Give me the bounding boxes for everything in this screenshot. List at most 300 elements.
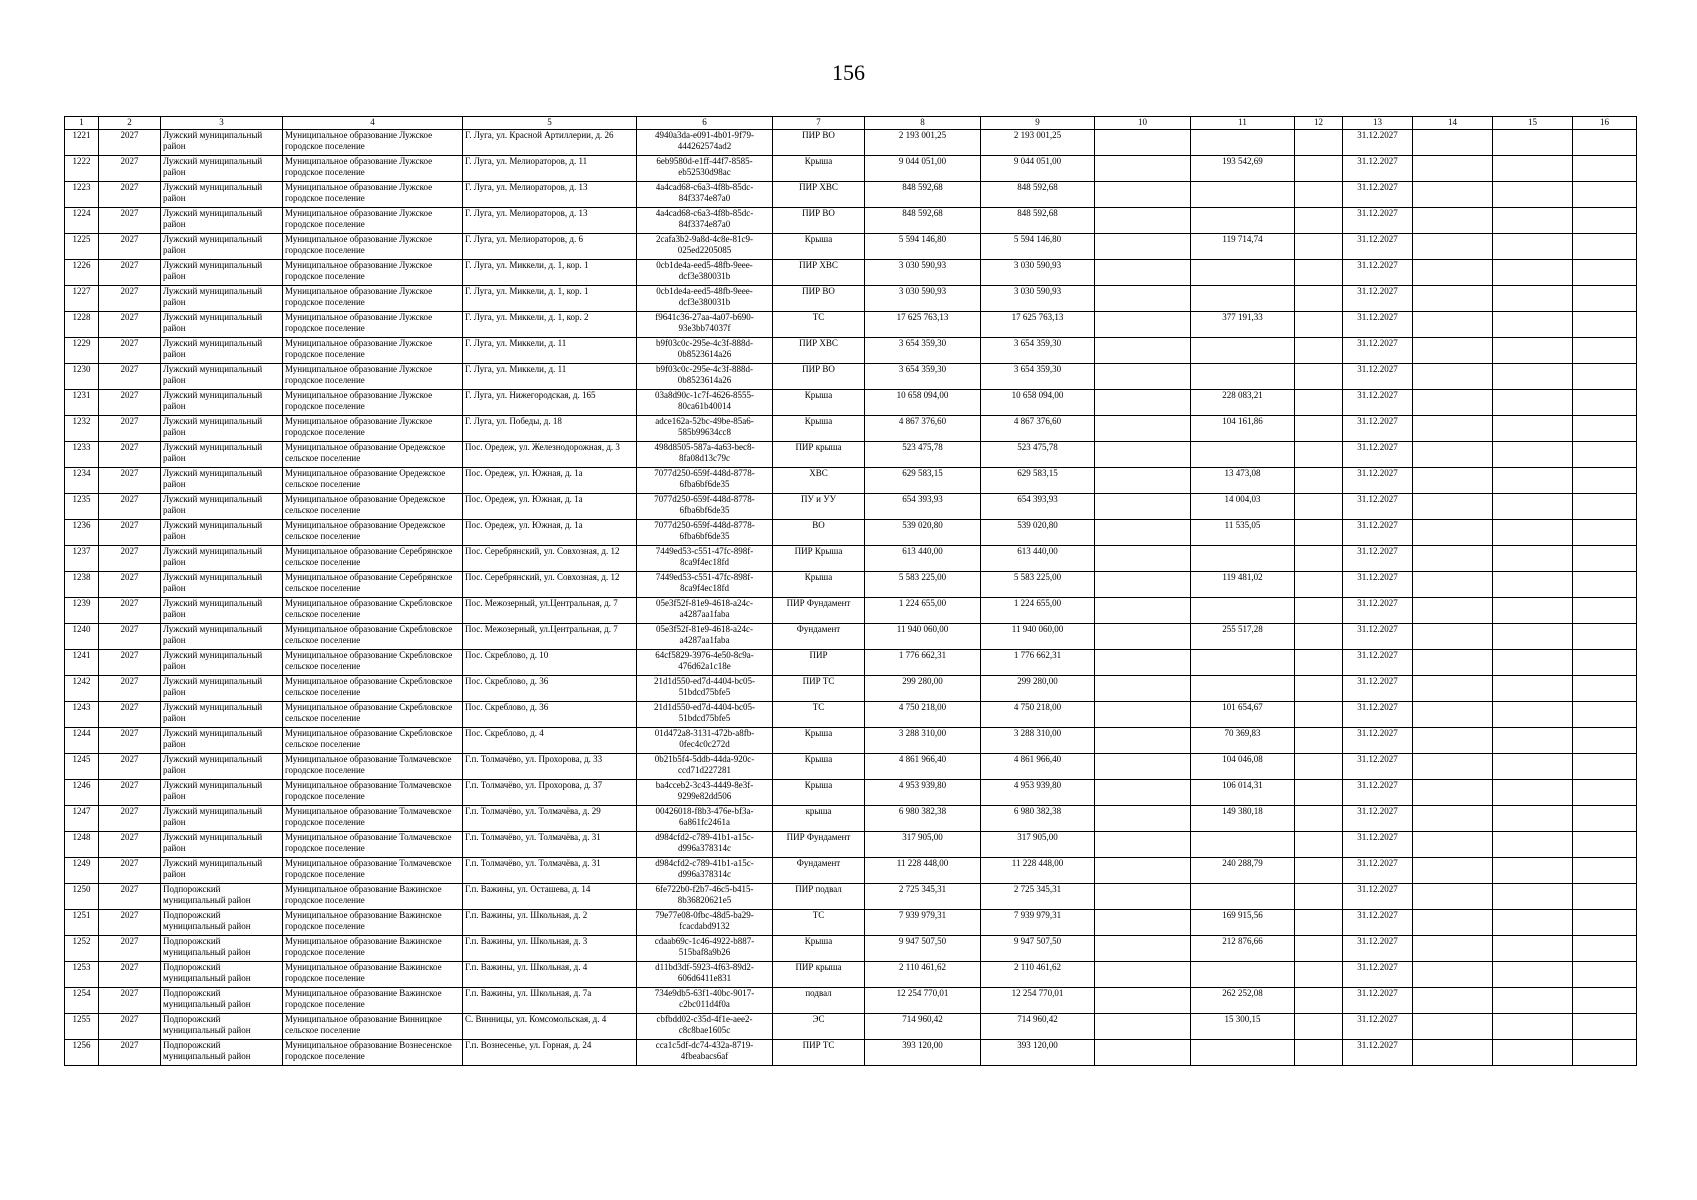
table-cell [1095, 806, 1191, 832]
table-cell: 104 046,08 [1191, 754, 1295, 780]
column-header: 12 [1295, 117, 1343, 130]
table-cell: 848 592,68 [981, 208, 1095, 234]
table-cell [1413, 208, 1493, 234]
table-cell: ТС [773, 910, 865, 936]
table-cell: 31.12.2027 [1343, 286, 1413, 312]
table-cell: 4940a3da-e091-4b01-9f79-444262574ad2 [637, 130, 773, 156]
table-cell: Лужский муниципальный район [161, 728, 283, 754]
table-cell: 4 953 939,80 [865, 780, 981, 806]
table-cell [1295, 260, 1343, 286]
table-cell: b9f03c0c-295e-4c3f-888d-0b8523614a26 [637, 338, 773, 364]
table-cell: 2027 [99, 1040, 161, 1066]
table-cell [1493, 234, 1573, 260]
table-cell: 1247 [65, 806, 99, 832]
table-cell [1095, 338, 1191, 364]
table-cell [1493, 442, 1573, 468]
table-row [65, 390, 1637, 416]
table-cell: Подпорожский муниципальный район [161, 884, 283, 910]
table-cell: 1246 [65, 780, 99, 806]
table-cell: 31.12.2027 [1343, 728, 1413, 754]
table-cell: Лужский муниципальный район [161, 676, 283, 702]
table-row [65, 546, 1637, 572]
table-cell: 9 044 051,00 [865, 156, 981, 182]
table-cell [1573, 468, 1637, 494]
table-cell: 262 252,08 [1191, 988, 1295, 1014]
table-cell: 3 654 359,30 [865, 338, 981, 364]
table-cell [1493, 208, 1573, 234]
table-cell: Муниципальное образование Серебрянское сельское поселение [283, 546, 463, 572]
table-cell: 2027 [99, 650, 161, 676]
table-cell: 2027 [99, 338, 161, 364]
table-cell: Пос. Серебрянский, ул. Совхозная, д. 12 [463, 546, 637, 572]
table-cell [1413, 182, 1493, 208]
table-cell: 1241 [65, 650, 99, 676]
table-cell: 2027 [99, 962, 161, 988]
table-cell: Фундамент [773, 624, 865, 650]
table-cell: Лужский муниципальный район [161, 468, 283, 494]
table-cell: 654 393,93 [981, 494, 1095, 520]
table-row [65, 312, 1637, 338]
table-cell [1095, 702, 1191, 728]
table-cell: 393 120,00 [865, 1040, 981, 1066]
table-cell: Муниципальное образование Важинское городское поселение [283, 910, 463, 936]
table-cell: Лужский муниципальный район [161, 416, 283, 442]
table-cell [1295, 494, 1343, 520]
table-cell: 2027 [99, 416, 161, 442]
table-cell: Г.п. Толмачёво, ул. Толмачёва, д. 31 [463, 858, 637, 884]
table-cell: 2027 [99, 364, 161, 390]
table-cell: ПИР ХВС [773, 182, 865, 208]
table-cell: cca1c5df-dc74-432a-8719-4fbeabacs6af [637, 1040, 773, 1066]
table-row [65, 364, 1637, 390]
table-cell: 2027 [99, 624, 161, 650]
table-cell: 317 905,00 [981, 832, 1095, 858]
table-cell: 7077d250-659f-448d-8778-6fba6bf6de35 [637, 468, 773, 494]
table-cell: 1244 [65, 728, 99, 754]
table-cell [1573, 130, 1637, 156]
table-cell: ПИР Фундамент [773, 598, 865, 624]
table-cell [1191, 208, 1295, 234]
table-cell: 2027 [99, 858, 161, 884]
table-cell: Лужский муниципальный район [161, 156, 283, 182]
table-cell: 7 939 979,31 [865, 910, 981, 936]
table-row [65, 988, 1637, 1014]
table-cell: 119 481,02 [1191, 572, 1295, 598]
table-cell: 5 583 225,00 [865, 572, 981, 598]
table-cell: 2027 [99, 754, 161, 780]
table-cell: 5 583 225,00 [981, 572, 1095, 598]
table-cell: Г. Луга, ул. Мелиораторов, д. 13 [463, 182, 637, 208]
table-cell: 6fe722b0-f2b7-46c5-b415-8b36820621e5 [637, 884, 773, 910]
table-cell: ЭС [773, 1014, 865, 1040]
table-cell: Муниципальное образование Толмачевское городское поселение [283, 832, 463, 858]
table-cell [1295, 156, 1343, 182]
table-cell [1095, 442, 1191, 468]
table-cell: Пос. Скреблово, д. 10 [463, 650, 637, 676]
table-cell [1191, 676, 1295, 702]
table-cell: 393 120,00 [981, 1040, 1095, 1066]
table-cell: Г. Луга, ул. Миккели, д. 11 [463, 338, 637, 364]
table-cell: Крыша [773, 754, 865, 780]
table-cell [1573, 416, 1637, 442]
table-cell [1095, 312, 1191, 338]
table-cell [1493, 260, 1573, 286]
table-cell [1295, 520, 1343, 546]
table-cell [1191, 1040, 1295, 1066]
table-row [65, 676, 1637, 702]
table-cell: 2027 [99, 1014, 161, 1040]
table-row [65, 520, 1637, 546]
table-cell [1413, 416, 1493, 442]
table-cell: 11 228 448,00 [981, 858, 1095, 884]
table-cell [1573, 390, 1637, 416]
table-cell [1493, 182, 1573, 208]
table-cell [1573, 806, 1637, 832]
table-cell: 11 228 448,00 [865, 858, 981, 884]
table-cell: Пос. Оредеж, ул. Южная, д. 1а [463, 468, 637, 494]
table-cell: Лужский муниципальный район [161, 130, 283, 156]
table-cell [1295, 468, 1343, 494]
table-cell [1573, 884, 1637, 910]
table-cell: 2cafa3b2-9a8d-4c8e-81c9-025ed2205085 [637, 234, 773, 260]
table-cell: 2027 [99, 494, 161, 520]
table-cell: Г. Луга, ул. Мелиораторов, д. 11 [463, 156, 637, 182]
table-cell: 31.12.2027 [1343, 598, 1413, 624]
table-cell [1295, 806, 1343, 832]
table-cell [1191, 182, 1295, 208]
table-cell: 734e9db5-63f1-40bc-9017-c2bc011d4f0a [637, 988, 773, 1014]
table-cell: 2027 [99, 208, 161, 234]
table-cell: 1226 [65, 260, 99, 286]
table-cell: 3 030 590,93 [981, 286, 1095, 312]
column-header: 15 [1493, 117, 1573, 130]
table-cell: 212 876,66 [1191, 936, 1295, 962]
table-cell [1493, 598, 1573, 624]
table-cell [1413, 572, 1493, 598]
table-cell [1295, 208, 1343, 234]
table-cell: Фундамент [773, 858, 865, 884]
table-cell [1095, 910, 1191, 936]
table-cell: Лужский муниципальный район [161, 338, 283, 364]
table-cell [1295, 442, 1343, 468]
table-cell: Лужский муниципальный район [161, 780, 283, 806]
table-cell: Г. Луга, ул. Миккели, д. 1, кор. 1 [463, 286, 637, 312]
table-cell [1493, 130, 1573, 156]
table-cell [1095, 1014, 1191, 1040]
table-cell: ПИР Крыша [773, 546, 865, 572]
table-row [65, 182, 1637, 208]
table-cell [1493, 312, 1573, 338]
table-cell: 21d1d550-ed7d-4404-bc05-51bdcd75bfe5 [637, 676, 773, 702]
table-cell: Лужский муниципальный район [161, 806, 283, 832]
table-cell [1493, 702, 1573, 728]
table-cell: 31.12.2027 [1343, 650, 1413, 676]
table-cell: Муниципальное образование Лужское городское поселение [283, 364, 463, 390]
table-cell: 3 030 590,93 [865, 260, 981, 286]
table-cell: Муниципальное образование Скребловское сельское поселение [283, 676, 463, 702]
table-cell: Крыша [773, 572, 865, 598]
table-cell: Крыша [773, 728, 865, 754]
table-cell: 7077d250-659f-448d-8778-6fba6bf6de35 [637, 494, 773, 520]
table-cell: 31.12.2027 [1343, 130, 1413, 156]
table-cell: 0cb1de4a-eed5-48fb-9eee-dcf3e380031b [637, 260, 773, 286]
table-cell: 31.12.2027 [1343, 572, 1413, 598]
table-cell: 31.12.2027 [1343, 936, 1413, 962]
table-cell [1191, 598, 1295, 624]
table-header-row [65, 117, 1637, 130]
table-cell [1573, 702, 1637, 728]
table-cell [1191, 884, 1295, 910]
table-cell: 31.12.2027 [1343, 962, 1413, 988]
table-cell [1295, 676, 1343, 702]
table-cell: 14 004,03 [1191, 494, 1295, 520]
table-cell [1295, 572, 1343, 598]
table-cell: ТС [773, 312, 865, 338]
table-cell: Муниципальное образование Оредежское сельское поселение [283, 520, 463, 546]
table-cell [1573, 572, 1637, 598]
table-cell: Пос. Серебрянский, ул. Совхозная, д. 12 [463, 572, 637, 598]
table-cell [1413, 702, 1493, 728]
table-cell: ПИР Фундамент [773, 832, 865, 858]
table-cell [1095, 468, 1191, 494]
table-row [65, 208, 1637, 234]
table-cell [1493, 1014, 1573, 1040]
table-cell [1413, 260, 1493, 286]
table-cell: 1228 [65, 312, 99, 338]
table-cell: 714 960,42 [865, 1014, 981, 1040]
table-cell: f9641c36-27aa-4a07-b690-93e3bb74037f [637, 312, 773, 338]
table-cell: крыша [773, 806, 865, 832]
table-cell: 17 625 763,13 [981, 312, 1095, 338]
table-cell: Лужский муниципальный район [161, 234, 283, 260]
table-cell: Лужский муниципальный район [161, 702, 283, 728]
table-cell: 6 980 382,38 [865, 806, 981, 832]
table-cell [1095, 260, 1191, 286]
table-cell: 539 020,80 [865, 520, 981, 546]
table-cell: подвал [773, 988, 865, 1014]
table-cell [1413, 442, 1493, 468]
table-cell [1493, 624, 1573, 650]
table-cell: 4 750 218,00 [981, 702, 1095, 728]
table-cell: 2 193 001,25 [865, 130, 981, 156]
table-cell: 106 014,31 [1191, 780, 1295, 806]
table-cell: Г. Луга, ул. Мелиораторов, д. 13 [463, 208, 637, 234]
table-cell [1295, 182, 1343, 208]
table-cell [1413, 988, 1493, 1014]
table-cell: 31.12.2027 [1343, 416, 1413, 442]
table-cell: 17 625 763,13 [865, 312, 981, 338]
table-cell [1413, 312, 1493, 338]
table-cell: С. Винницы, ул. Комсомольская, д. 4 [463, 1014, 637, 1040]
table-cell: 4 861 966,40 [981, 754, 1095, 780]
table-cell: Лужский муниципальный район [161, 286, 283, 312]
table-cell [1295, 650, 1343, 676]
table-cell: d984cfd2-c789-41b1-a15c-d996a378314c [637, 832, 773, 858]
table-row [65, 754, 1637, 780]
column-header: 11 [1191, 117, 1295, 130]
table-cell: 2027 [99, 702, 161, 728]
table-cell [1573, 208, 1637, 234]
table-cell: Г. Луга, ул. Миккели, д. 1, кор. 1 [463, 260, 637, 286]
table-cell: Лужский муниципальный район [161, 858, 283, 884]
table-cell: 240 288,79 [1191, 858, 1295, 884]
table-cell [1295, 858, 1343, 884]
table-cell [1095, 598, 1191, 624]
table-cell: 848 592,68 [865, 182, 981, 208]
table-cell: ПИР крыша [773, 442, 865, 468]
table-cell [1573, 728, 1637, 754]
table-cell [1095, 754, 1191, 780]
table-cell: 2027 [99, 884, 161, 910]
table-cell [1493, 546, 1573, 572]
table-cell: Г.п. Толмачёво, ул. Толмачёва, д. 31 [463, 832, 637, 858]
table-cell [1295, 390, 1343, 416]
table-cell: Муниципальное образование Лужское городское поселение [283, 312, 463, 338]
table-cell: 523 475,78 [981, 442, 1095, 468]
table-cell [1295, 780, 1343, 806]
table-row [65, 468, 1637, 494]
column-header: 4 [283, 117, 463, 130]
table-cell [1095, 546, 1191, 572]
table-cell: b9f03c0c-295e-4c3f-888d-0b8523614a26 [637, 364, 773, 390]
table-cell: 31.12.2027 [1343, 182, 1413, 208]
table-row [65, 598, 1637, 624]
table-row [65, 650, 1637, 676]
table-cell [1191, 260, 1295, 286]
table-cell: ПИР ВО [773, 364, 865, 390]
table-cell: 31.12.2027 [1343, 520, 1413, 546]
table-cell [1573, 650, 1637, 676]
table-cell [1573, 182, 1637, 208]
table-cell: 00426018-f8b3-476e-bf3a-6a861fc2461a [637, 806, 773, 832]
table-cell: Подпорожский муниципальный район [161, 962, 283, 988]
table-cell: Муниципальное образование Лужское городское поселение [283, 156, 463, 182]
table-cell: 5 594 146,80 [865, 234, 981, 260]
table-cell [1413, 910, 1493, 936]
table-cell: 31.12.2027 [1343, 676, 1413, 702]
table-cell [1295, 286, 1343, 312]
table-cell [1095, 1040, 1191, 1066]
table-cell: 539 020,80 [981, 520, 1095, 546]
table-cell: 4 750 218,00 [865, 702, 981, 728]
table-cell: 2 725 345,31 [981, 884, 1095, 910]
table-cell [1493, 754, 1573, 780]
table-row [65, 494, 1637, 520]
column-header: 2 [99, 117, 161, 130]
table-cell [1295, 338, 1343, 364]
table-cell [1413, 884, 1493, 910]
table-cell: 2027 [99, 286, 161, 312]
table-cell: 2027 [99, 780, 161, 806]
table-row [65, 442, 1637, 468]
table-cell: 104 161,86 [1191, 416, 1295, 442]
table-cell: 2027 [99, 442, 161, 468]
table-cell [1493, 884, 1573, 910]
table-cell: Муниципальное образование Скребловское сельское поселение [283, 624, 463, 650]
table-cell: 11 535,05 [1191, 520, 1295, 546]
table-cell [1573, 858, 1637, 884]
table-cell: Муниципальное образование Вознесенское городское поселение [283, 1040, 463, 1066]
table-row [65, 624, 1637, 650]
table-cell [1295, 988, 1343, 1014]
table-cell [1493, 494, 1573, 520]
table-cell: 1253 [65, 962, 99, 988]
table-cell [1493, 286, 1573, 312]
table-cell: 79e77e08-0fbc-48d5-ba29-fcacdabd9132 [637, 910, 773, 936]
table-cell: 70 369,83 [1191, 728, 1295, 754]
table-cell [1095, 156, 1191, 182]
table-cell: ПИР крыша [773, 962, 865, 988]
table-cell: Лужский муниципальный район [161, 442, 283, 468]
table-row [65, 130, 1637, 156]
table-cell: 31.12.2027 [1343, 442, 1413, 468]
table-cell: 1221 [65, 130, 99, 156]
table-cell: 31.12.2027 [1343, 702, 1413, 728]
table-cell: 2027 [99, 520, 161, 546]
table-cell: 31.12.2027 [1343, 468, 1413, 494]
table-cell: ПИР подвал [773, 884, 865, 910]
table-cell: Подпорожский муниципальный район [161, 1014, 283, 1040]
table-cell: Муниципальное образование Оредежское сельское поселение [283, 442, 463, 468]
table-cell: Пос. Оредеж, ул. Южная, д. 1а [463, 494, 637, 520]
table-cell [1493, 780, 1573, 806]
table-cell: Муниципальное образование Толмачевское городское поселение [283, 806, 463, 832]
table-cell [1493, 832, 1573, 858]
table-cell: 4a4cad68-c6a3-4f8b-85dc-84f3374e87a0 [637, 208, 773, 234]
table-cell: Лужский муниципальный район [161, 182, 283, 208]
table-cell: Лужский муниципальный район [161, 598, 283, 624]
table-cell: 31.12.2027 [1343, 858, 1413, 884]
table-cell: Лужский муниципальный район [161, 364, 283, 390]
table-cell: 3 654 359,30 [981, 338, 1095, 364]
table-cell [1095, 520, 1191, 546]
table-cell: 01d472a8-3131-472b-a8fb-0fec4c0c272d [637, 728, 773, 754]
table-cell: 498d8505-587a-4a63-bec8-8fa08d13c79c [637, 442, 773, 468]
table-cell [1095, 728, 1191, 754]
table-cell: 31.12.2027 [1343, 546, 1413, 572]
table-cell: 2027 [99, 598, 161, 624]
table-cell: 3 030 590,93 [981, 260, 1095, 286]
table-cell: 714 960,42 [981, 1014, 1095, 1040]
table-cell [1295, 130, 1343, 156]
table-cell: Муниципальное образование Лужское городское поселение [283, 390, 463, 416]
table-cell: 31.12.2027 [1343, 910, 1413, 936]
table-cell [1191, 962, 1295, 988]
table-cell: Муниципальное образование Толмачевское городское поселение [283, 780, 463, 806]
table-cell: Муниципальное образование Лужское городское поселение [283, 338, 463, 364]
table-cell: 7449ed53-c551-47fc-898f-8ca9f4ec18fd [637, 572, 773, 598]
table-cell: 2 110 461,62 [865, 962, 981, 988]
table-cell: 4 953 939,80 [981, 780, 1095, 806]
table-cell [1573, 234, 1637, 260]
table-cell: Лужский муниципальный район [161, 260, 283, 286]
table-cell: 1252 [65, 936, 99, 962]
table-cell: 1224 [65, 208, 99, 234]
table-cell: adce162a-52bc-49be-85a6-585b99634cc8 [637, 416, 773, 442]
table-cell: 31.12.2027 [1343, 1014, 1413, 1040]
table-cell: Г.п. Толмачёво, ул. Толмачёва, д. 29 [463, 806, 637, 832]
table-cell: Пос. Межозерный, ул.Центральная, д. 7 [463, 624, 637, 650]
table-cell [1493, 936, 1573, 962]
table-cell: 299 280,00 [865, 676, 981, 702]
table-cell [1191, 286, 1295, 312]
table-cell: 2 193 001,25 [981, 130, 1095, 156]
table-cell: Пос. Скреблово, д. 36 [463, 676, 637, 702]
table-cell: 2027 [99, 676, 161, 702]
table-row [65, 416, 1637, 442]
table-cell [1493, 390, 1573, 416]
table-cell: 2027 [99, 832, 161, 858]
